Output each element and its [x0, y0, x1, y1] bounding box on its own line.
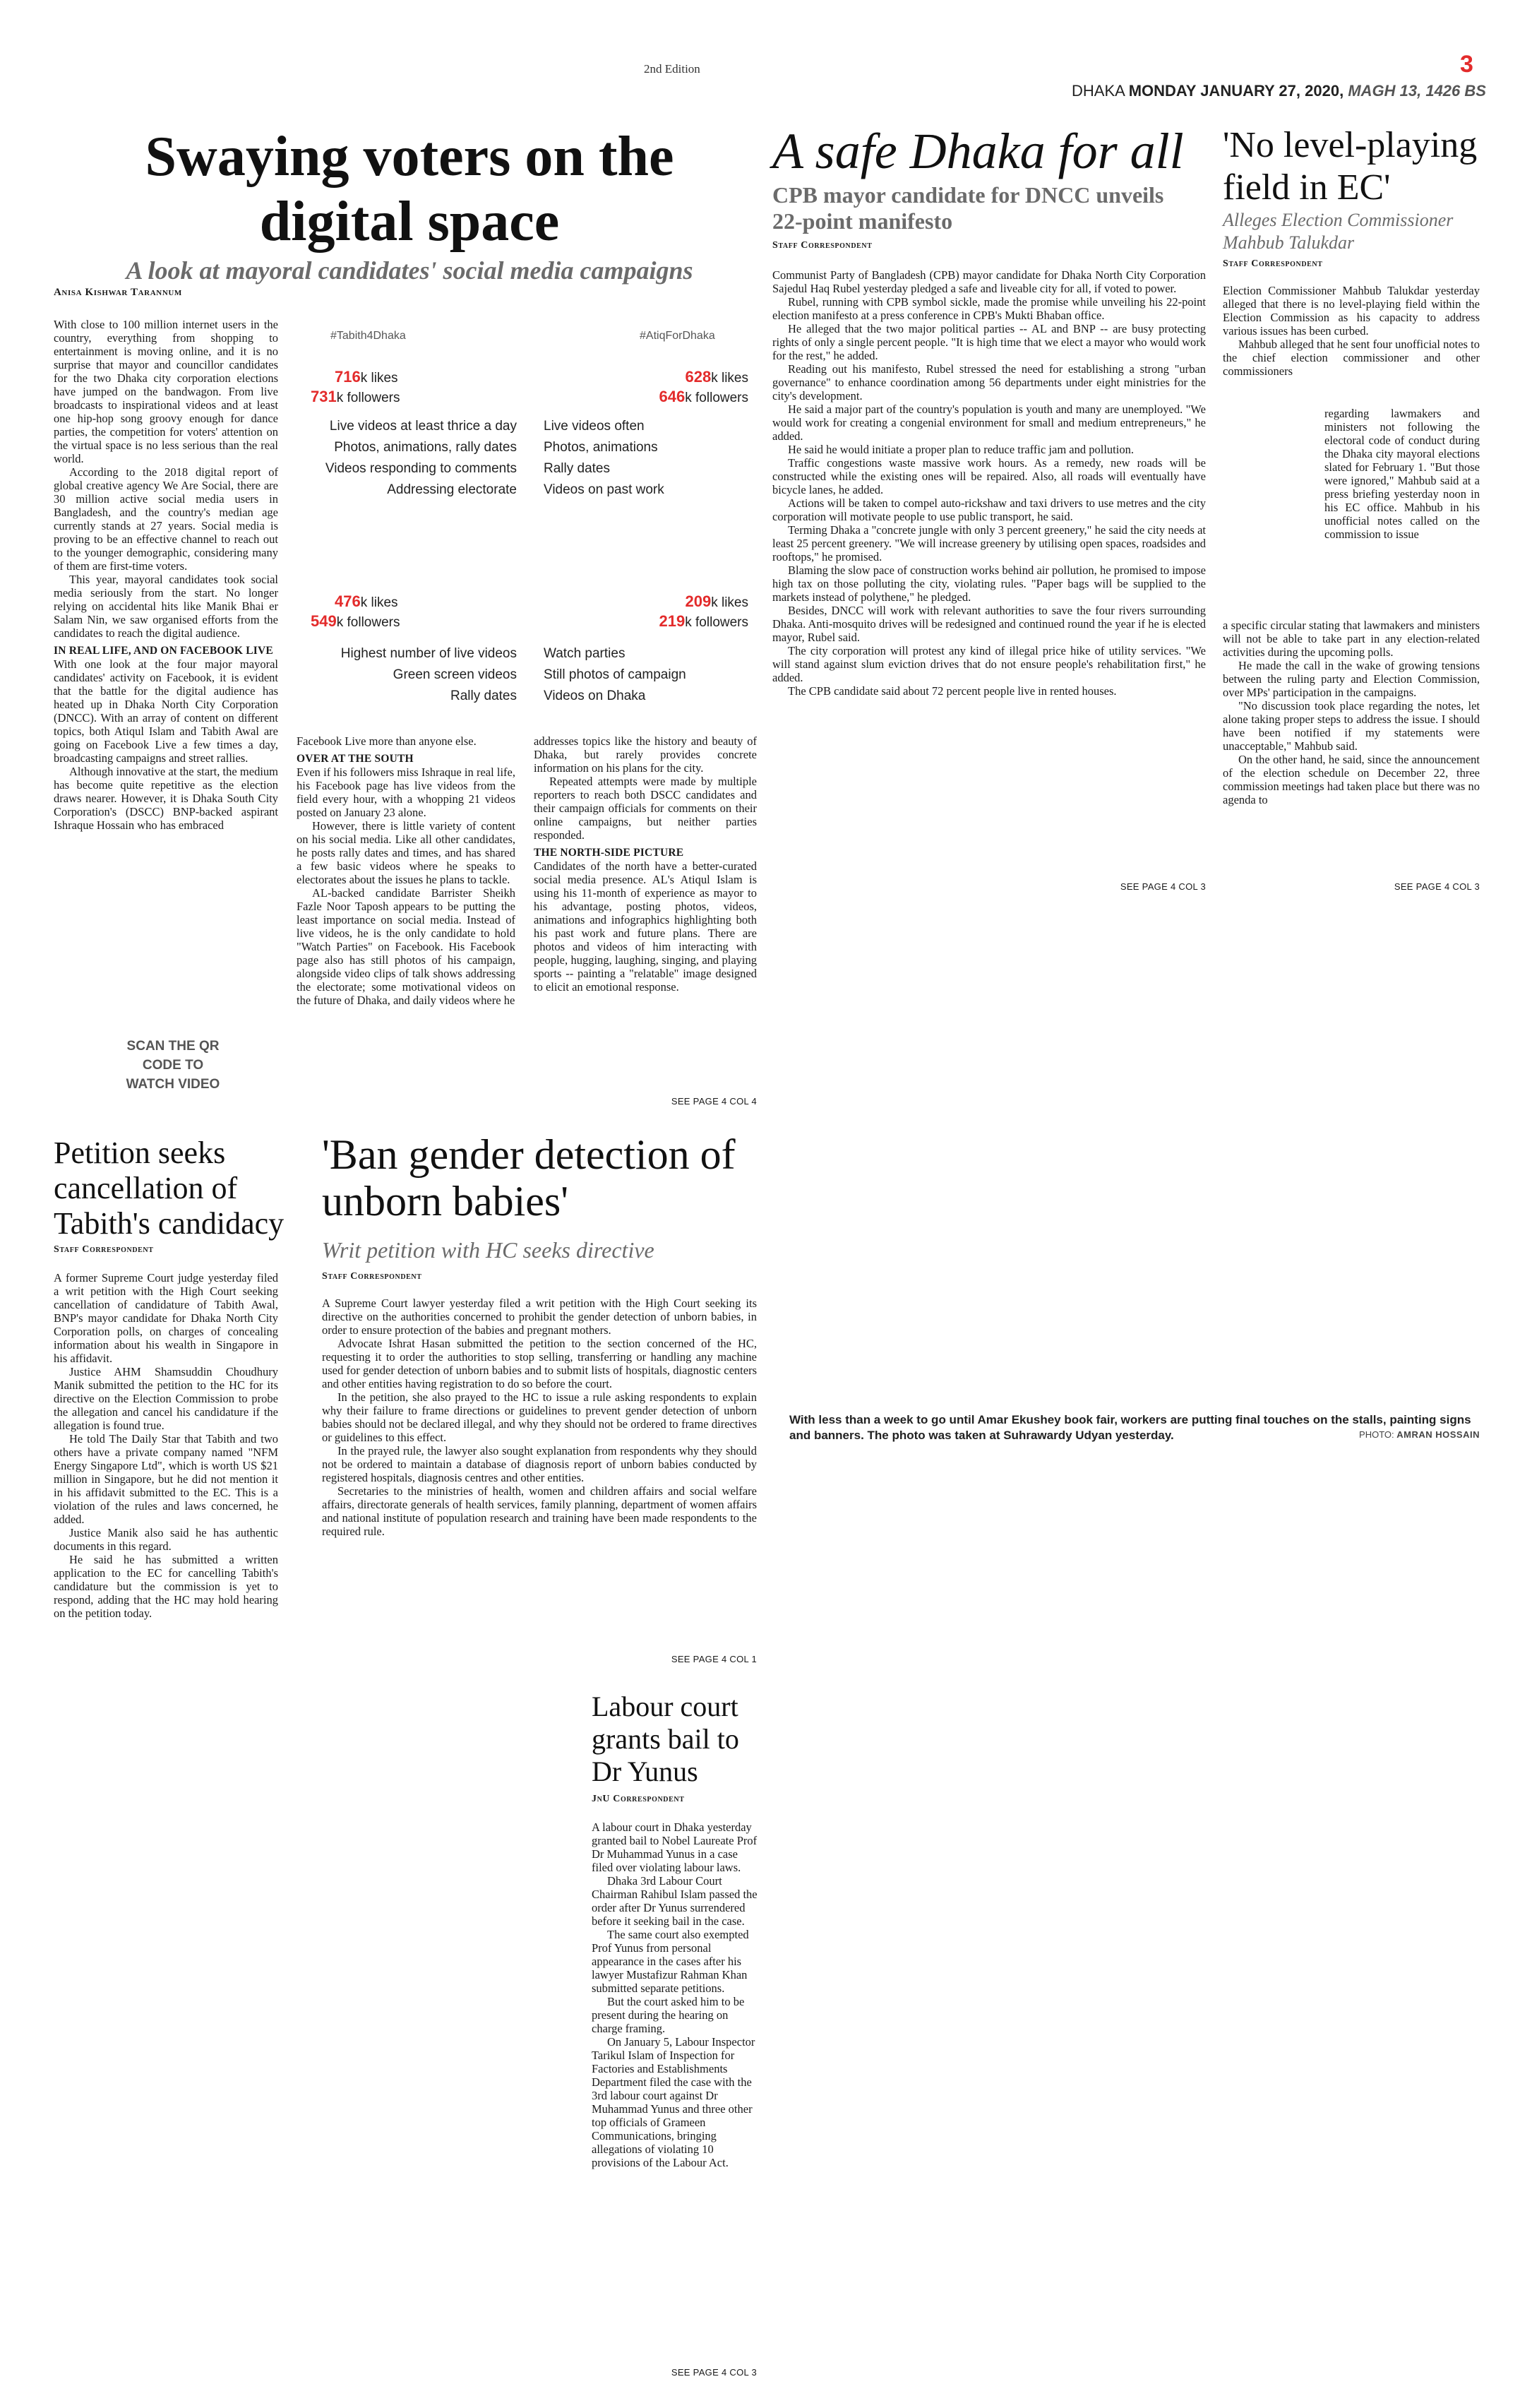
safe-subhead: CPB mayor candidate for DNCC unveils 22-point manifesto — [772, 182, 1164, 234]
followers-suffix: k followers — [336, 391, 400, 405]
social-media-graphic — [297, 321, 748, 717]
atiq-activity-list — [544, 416, 664, 501]
ec-body-top — [1223, 284, 1480, 378]
dateline-date: MONDAY JANUARY 27, 2020, — [1128, 82, 1344, 100]
paragraph: Although innovative at the start, the medium has become quite repetitive as the election draws nearer. However, it is Dhaka South City Corporation's (DSCC) BNP-backed aspirant Ishraque Hossain who has embraced — [54, 765, 278, 832]
paragraph: Candidates of the north have a better-curated social media presence. AL's Atiqul Islam is using his 11-month of experience as mayor to his advantage, posting photos, videos, animations and infographics highlighting both his past work and future plans. There are photos and videos of him interacting with people, hugging, laughing, singing, and playing sports -- painting a "relatable" image designed to elicit an emotional response. — [534, 859, 757, 994]
hashtag-atiq: #AtiqForDhaka — [640, 330, 715, 342]
tabith-headline: Petition seeks cancellation of Tabith's candidacy — [54, 1136, 285, 1241]
paragraph: On the other hand, he said, since the announcement of the election schedule on December 22, three commission meetings had taken place but there was no agenda to — [1223, 753, 1480, 806]
yunus-body — [592, 1820, 761, 2169]
likes-suffix: k likes — [360, 371, 398, 386]
yunus-byline: JnU Correspondent — [592, 1794, 685, 1804]
safe-body — [772, 268, 1206, 698]
yunus-headline: Labour court grants bail to Dr Yunus — [592, 1691, 739, 1787]
list-item: Rally dates — [450, 689, 517, 703]
paragraph: This year, mayoral candidates took social media seriously from the start. No longer relying on accidental hits like Manik Bhai er Salam Nin, we saw organised efforts from the candidates to reach the digital audience. — [54, 573, 278, 640]
paragraph: "No discussion took place regarding the notes, let alone taking proper steps to address the issue. I should have been notified if my statements were unacceptable," Mahbub said. — [1223, 699, 1480, 753]
ec-body-narrow — [1324, 407, 1480, 541]
paragraph: According to the 2018 digital report of global creative agency We Are Social, there are 30 million active social media users in Bangladesh, and the country's median age currently stands at 27 years. Social media is proving to be an effective channel to reach out to the younger demographic, considering many of them are first-time voters. — [54, 465, 278, 573]
taposh-likes-value: 209 — [685, 592, 712, 610]
ishraque-followers-value: 549 — [311, 612, 337, 630]
ec-byline: Staff Correspondent — [1223, 258, 1323, 269]
subheading: OVER AT THE SOUTH — [297, 753, 414, 765]
paragraph: He said he has submitted a written application to the EC for cancelling Tabith's candidature but the commission is yet to respond, adding that the HC may hold hearing on the petition today. — [54, 1553, 278, 1620]
digital-col3 — [534, 734, 757, 994]
paragraph: He made the call in the wake of growing tensions between the ruling party and Election Commission, over MPs' participation in the campaigns. — [1223, 659, 1480, 699]
paragraph: On January 5, Labour Inspector Tarikul Islam of Inspection for Factories and Establishments Department filed the case with the 3rd labour court against Dr Muhammad Yunus and three other top officials of Grameen Communications, bringing allegations of violating 10 provisions of the Labour Act. — [592, 2035, 755, 2169]
followers-suffix: k followers — [685, 615, 748, 630]
ec-body-bottom — [1223, 619, 1480, 806]
safe-continued: SEE PAGE 4 COL 3 — [1120, 881, 1206, 892]
list-item: Live videos at least thrice a day — [329, 419, 517, 434]
list-item: Highest number of live videos — [340, 646, 517, 661]
paragraph: A labour court in Dhaka yesterday granted bail to Nobel Laureate Prof Dr Muhammad Yunus in a case filed over violating labour laws. — [592, 1820, 758, 1874]
photo-caption-text: With less than a week to go until Amar Ekushey book fair, workers are putting final touches on the stalls, painting signs and banners. The photo was taken at Suhrawardy Udyan yesterday. — [789, 1413, 1471, 1442]
gender-continued: SEE PAGE 4 COL 1 — [671, 1654, 757, 1664]
tabith-likes-value: 716 — [335, 368, 361, 386]
digital-headline: Swaying voters on the digital space — [145, 126, 674, 253]
list-item: Still photos of campaign — [544, 667, 686, 682]
paragraph: Traffic congestions waste massive work hours. As a remedy, new roads will be constructed while the existing ones will be repaired. Also, all roads will eventually have bicycle lanes, he added. — [772, 456, 1206, 496]
list-item: Videos on past work — [544, 482, 664, 497]
paragraph: Advocate Ishrat Hasan submitted the petition to the section concerned of the HC, requesting it to order the authorities to stop selling, transferring or handling any machine used for gender detection of unborn babies and to submit lists of hospitals, diagnostic centers and other entities having registration to do so before the court. — [322, 1337, 757, 1390]
likes-suffix: k likes — [711, 595, 748, 610]
list-item: Watch parties — [544, 646, 626, 661]
paragraph: He said a major part of the country's population is youth and many are unemployed. "We would work for creating a congenial environment for small and medium entrepreneurs," he added. — [772, 403, 1206, 443]
page-number: 3 — [1460, 51, 1473, 78]
paragraph: Blaming the slow pace of construction works behind air pollution, he promised to impose high tax on those polluting the city, violating rules. "Paper bags will be supplied to the markets instead of polythene," he pledged. — [772, 564, 1206, 604]
paragraph: Even if his followers miss Ishraque in real life, his Facebook page has live videos from the field every hour, with a whopping 21 videos posted on January 23 alone. — [297, 765, 515, 819]
atiq-likes — [685, 368, 748, 386]
list-item: Green screen videos — [393, 667, 517, 682]
ishraque-likes-value: 476 — [335, 592, 361, 610]
paragraph: Facebook Live more than anyone else. — [297, 734, 477, 748]
edition-label: 2nd Edition — [644, 62, 700, 76]
paragraph: Rubel, running with CPB symbol sickle, made the promise while unveiling his 22-point election manifesto at a press conference in CPB's Mukti Bhaban office. — [772, 295, 1206, 322]
paragraph: With one look at the four major mayoral candidates' activity on Facebook, it is evident that the battle for the digital audience has heated up in Dhaka North City Corporation (DNCC). With an array of content on different topics, both Atiqul Islam and Tabith Awal are going on Facebook Live a few times a day, broadcasting campaigns and street rallies. — [54, 657, 278, 765]
digital-byline: Anisa Kishwar Tarannum — [54, 287, 182, 298]
gender-byline: Staff Correspondent — [322, 1271, 422, 1282]
paragraph: addresses topics like the history and beauty of Dhaka, but rarely provides concrete information on his plans for the city. — [534, 734, 757, 775]
taposh-activity-list — [544, 643, 686, 707]
list-item: Rally dates — [544, 461, 610, 476]
ec-headline: 'No level-playing field in EC' — [1223, 125, 1478, 208]
safe-byline: Staff Correspondent — [772, 240, 873, 251]
taposh-likes — [685, 592, 748, 611]
ec-continued: SEE PAGE 4 COL 3 — [1394, 881, 1480, 892]
taposh-followers-value: 219 — [659, 612, 686, 630]
atiq-followers — [659, 388, 748, 406]
ishraque-activity-list — [341, 643, 517, 707]
dateline-city: DHAKA — [1072, 82, 1125, 100]
qr-note: SCAN THE QR CODE TO WATCH VIDEO — [126, 1039, 220, 1092]
tabith-byline: Staff Correspondent — [54, 1244, 154, 1255]
paragraph: But the court asked him to be present during the hearing on charge framing. — [592, 1995, 745, 2035]
safe-headline: A safe Dhaka for all — [772, 123, 1184, 179]
paragraph: Repeated attempts were made by multiple reporters to reach both DSCC candidates and their campaign officials for comments on their online campaigns, but neither parties responded. — [534, 775, 757, 842]
paragraph: regarding lawmakers and ministers not following the electoral code of conduct during the Dhaka city mayoral elections slated for February 1. "But those were ignored," Mahbub said at a press briefing yesterday noon in his EC office. Mahbub in his unofficial notes called on the commission to issue — [1324, 407, 1480, 541]
followers-suffix: k followers — [685, 391, 748, 405]
paragraph: In the petition, she also prayed to the HC to issue a rule asking respondents to explain why their failure to frame directions or guidelines to prevent gender detection of unborn babies should not be declared illegal, and why they should not be ordered to frame directives or guidelines to this effect. — [322, 1390, 757, 1444]
likes-suffix: k likes — [711, 371, 748, 386]
gender-body — [322, 1297, 757, 1538]
followers-suffix: k followers — [336, 615, 400, 630]
likes-suffix: k likes — [360, 595, 398, 610]
dateline-bangla: MAGH 13, 1426 BS — [1348, 82, 1486, 100]
paragraph: He said he would initiate a proper plan to reduce traffic jam and pollution. — [788, 443, 1134, 456]
subheading: THE NORTH-SIDE PICTURE — [534, 847, 684, 859]
paragraph: Actions will be taken to compel auto-rickshaw and taxi drivers to use metres and the city corporation will motivate people to use public transport, he said. — [772, 496, 1206, 523]
paragraph: AL-backed candidate Barrister Sheikh Fazle Noor Taposh appears to be putting the least importance on social media. Instead of live videos, he is the only candidate to hold "Watch Parties" on Facebook. His Facebook page also has still photos of his campaign, alongside video clips of talk shows addressing the electorate; some motivational videos on the future of Dhaka, and daily videos where he — [297, 886, 515, 1007]
photo-credit — [1264, 1429, 1480, 1440]
digital-col1 — [54, 318, 278, 832]
list-item: Addressing electorate — [387, 482, 517, 497]
dateline — [1072, 82, 1486, 100]
tabith-followers — [311, 388, 400, 406]
paragraph: The same court also exempted Prof Yunus from personal appearance in the cases after his lawyer Mustafizur Rahman Khan submitted separate petitions. — [592, 1928, 749, 1995]
ec-subhead: Alleges Election Commissioner Mahbub Talukdar — [1223, 210, 1454, 253]
yunus-continued: SEE PAGE 4 COL 3 — [671, 2367, 757, 2378]
paragraph: In the prayed rule, the lawyer also sought explanation from respondents why they should not be ordered to maintain a database of diagnosis report of unborn babies conducted by registered hospitals, diagnosis centres and other entities. — [322, 1444, 757, 1484]
paragraph: Election Commissioner Mahbub Talukdar yesterday alleged that there is no level-playing field within the Election Commission as his capacity to address various issues has been curbed. — [1223, 284, 1480, 338]
paragraph: Justice Manik also said he has authentic documents in this regard. — [54, 1526, 278, 1553]
tabith-likes — [335, 368, 398, 386]
paragraph: The city corporation will protest any kind of illegal price hike of utility services. "We will stand against slum eviction drives that do not ensure people's rehabilitation first," he added. — [772, 644, 1206, 684]
paragraph: With close to 100 million internet users in the country, everything from shopping to entertainment is moving online, and it is no surprise that mayor and councillor candidates for the two Dhaka city corporation elections have jumped on the bandwagon. From live broadcasts to inspirational videos and at least one hip-hop song groovy enough for dance parties, the competition for voters' attention on the virtual space is no less serious than the real world. — [54, 318, 278, 465]
paragraph: However, there is little variety of content on his social media. Like all other candidates, he posts rally dates and times, and has shared a few basic videos where he speaks to electorates about the issues he plans to tackle. — [297, 819, 515, 886]
list-item: Photos, animations — [544, 440, 658, 455]
paragraph: Besides, DNCC will work with relevant authorities to save the four rivers surrounding Dhaka. Anti-mosquito drives will be redesigned and continued round the year if he is elected mayor, Rubel said. — [772, 604, 1206, 644]
paragraph: A Supreme Court lawyer yesterday filed a writ petition with the High Court seeking its directive on the authorities concerned to prohibit the gender detection of unborn babies, in order to ensure protection of the babies and pregnant mothers. — [322, 1297, 757, 1337]
digital-continued: SEE PAGE 4 COL 4 — [671, 1096, 757, 1107]
paragraph: The CPB candidate said about 72 percent people live in rented houses. — [788, 684, 1117, 698]
taposh-followers — [659, 612, 748, 631]
tabith-activity-list — [325, 416, 517, 501]
digital-subhead: A look at mayoral candidates' social media campaigns — [126, 256, 693, 285]
paragraph: Dhaka 3rd Labour Court Chairman Rahibul Islam passed the order after Dr Yunus surrendered before it seeking bail in the case. — [592, 1874, 758, 1928]
hashtag-tabith: #Tabith4Dhaka — [330, 330, 406, 342]
paragraph: Terming Dhaka a "concrete jungle with only 3 percent greenery," he said the city needs at least 25 percent greenery. "We will increase greenery by utilising open spaces, roadsides and rooftops," he promised. — [772, 523, 1206, 564]
list-item: Videos responding to comments — [325, 461, 517, 476]
ishraque-likes — [335, 592, 398, 611]
paragraph: He told The Daily Star that Tabith and two others have a private company named "NFM Energy Singapore Ltd", which is worth US $21 million in Singapore, but he did not mention it in his affidavit submitted to the EC. This is a violation of the rules and laws concerned, he added. — [54, 1432, 278, 1526]
gender-headline: 'Ban gender detection of unborn babies' — [322, 1131, 736, 1224]
tabith-followers-value: 731 — [311, 388, 337, 405]
paragraph: Secretaries to the ministries of health, women and children affairs and social welfare affairs, directorate generals of health services, family planning, department of women affairs and national institute of population research and training have been made respondents to the required rule. — [322, 1484, 757, 1538]
photo-credit-label: PHOTO: — [1359, 1429, 1394, 1440]
photo-credit-name: AMRAN HOSSAIN — [1396, 1429, 1480, 1440]
list-item: Photos, animations, rally dates — [334, 440, 517, 455]
list-item: Live videos often — [544, 419, 645, 434]
paragraph: a specific circular stating that lawmakers and ministers will not be able to take part in any election-related activities during the upcoming polls. — [1223, 619, 1480, 659]
ishraque-followers — [311, 612, 400, 631]
subheading: IN REAL LIFE, AND ON FACEBOOK LIVE — [54, 645, 273, 657]
atiq-followers-value: 646 — [659, 388, 686, 405]
paragraph: Communist Party of Bangladesh (CPB) mayor candidate for Dhaka North City Corporation Sajedul Haq Rubel yesterday pledged a safe and liveable city for all, if voted to power. — [772, 268, 1206, 295]
digital-col2 — [297, 734, 515, 1007]
paragraph: Mahbub alleged that he sent four unofficial notes to the chief election commissioner and other commissioners — [1223, 338, 1480, 378]
paragraph: He alleged that the two major political parties -- AL and BNP -- are busy protecting rights of only a single percent people. "It is high time that we elect a mayor who would work for the rest," he added. — [772, 322, 1206, 362]
atiq-likes-value: 628 — [685, 368, 712, 386]
paragraph: A former Supreme Court judge yesterday filed a writ petition with the High Court seeking cancellation of candidature of Tabith Awal, BNP's mayor candidate for Dhaka North City Corporation polls, on charges of concealing information about his wealth in Singapore in his affidavit. — [54, 1271, 278, 1365]
tabith-body — [54, 1271, 278, 1620]
list-item: Videos on Dhaka — [544, 689, 646, 703]
paragraph: Reading out his manifesto, Rubel stressed the need for establishing a strong "urban governance" to enhance coordination among 56 departments under eight ministries for the city's development. — [772, 362, 1206, 403]
gender-subhead: Writ petition with HC seeks directive — [322, 1237, 654, 1263]
paragraph: Justice AHM Shamsuddin Choudhury Manik submitted the petition to the HC for its directive on the Election Commission to probe the allegation and cancel his candidature if the allegation is found true. — [54, 1365, 278, 1432]
